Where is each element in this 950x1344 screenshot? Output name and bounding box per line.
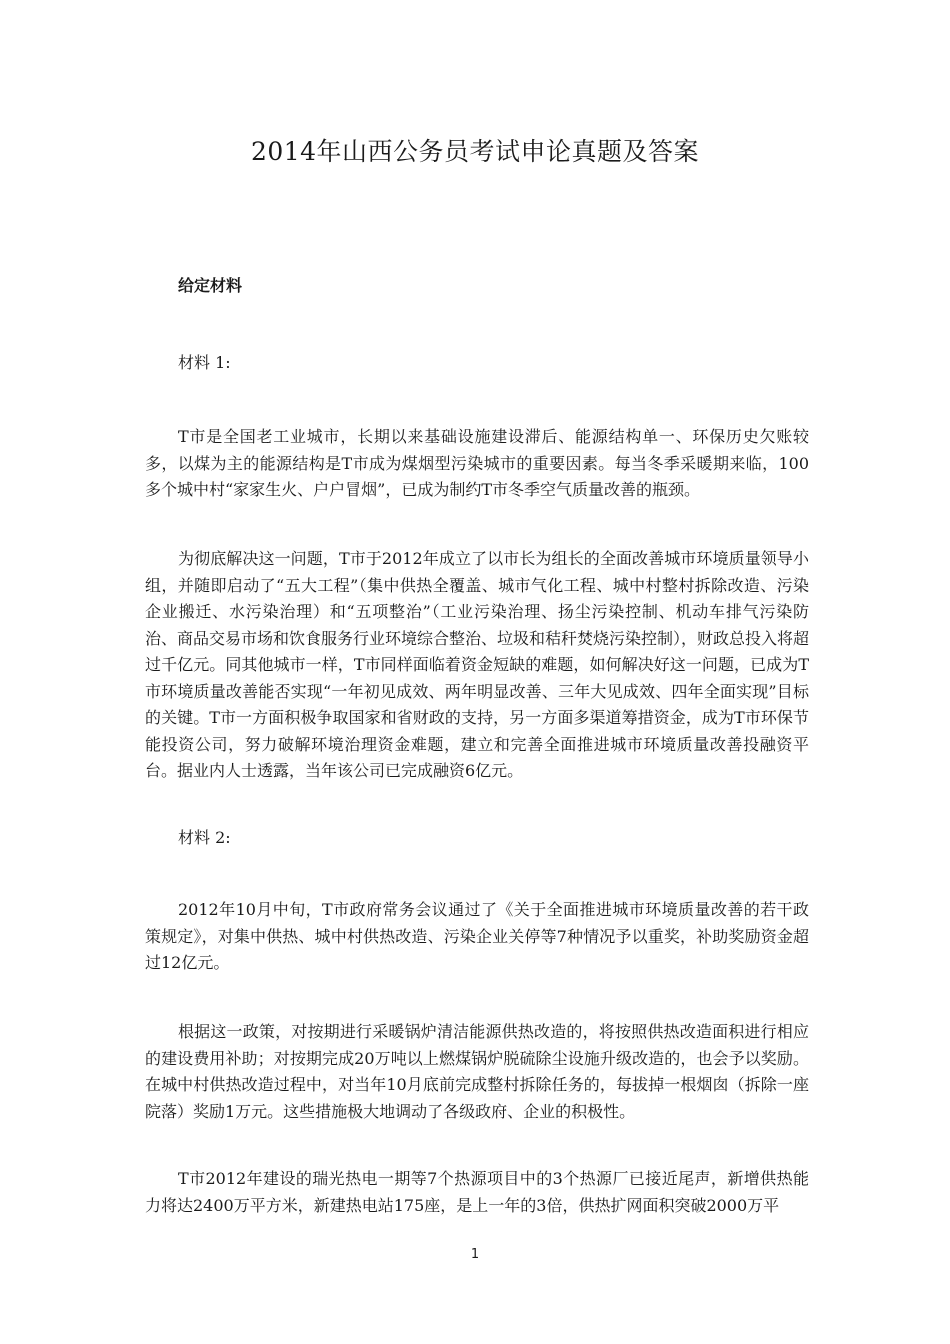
material-2-paragraph-2: 根据这一政策，对按期进行采暖锅炉清洁能源供热改造的，将按照供热改造面积进行相应的建设费用补助；对按期完成20万吨以上燃煤锅炉脱硫除尘设施升级改造的，也会予以奖励。在城中村供热改造过程中，对当年10月底前完成整村拆除任务的，每拔掉一根烟囱（拆除一座院落）奖励1万元。这些措施极大地调动了各级政府、企业的积极性。 (145, 1022, 809, 1121)
material-2-label: 材料 2: (178, 828, 231, 847)
material-1-paragraph-2: 为彻底解决这一问题，T市于2012年成立了以市长为组长的全面改善城市环境质量领导小组，并随即启动了“五大工程”（集中供热全覆盖、城市气化工程、城中村整村拆除改造、污染企业搬迁、水污染治理）和“五项整治”（工业污染治理、扬尘污染控制、机动车排气污染防治、商品交易市场和饮食服务行业环境综合整治、垃圾和秸秆焚烧污染控制），财政总投入将超过千亿元。同其他城市一样，T市同样面临着资金短缺的难题，如何解决好这一问题，已成为T市环境质量改善能否实现“一年初见成效、两年明显改善、三年大见成效、四年全面实现”目标的关键。T市一方面积极争取国家和省财政的支持，另一方面多渠道筹措资金，成为T市环保节能投资公司，努力破解环境治理资金难题，建立和完善全面推进城市环境质量改善投融资平台。据业内人士透露，当年该公司已完成融资6亿元。 (145, 549, 810, 780)
material-2-paragraph-1: 2012年10月中旬，T市政府常务会议通过了《关于全面推进城市环境质量改善的若干政策规定》，对集中供热、城中村供热改造、污染企业关停等7种情况予以重奖，补助奖励资金超过12亿元。 (145, 900, 809, 972)
document-title: 2014年山西公务员考试申论真题及答案 (250, 137, 700, 166)
section-heading: 给定材料 (178, 276, 243, 295)
page-number: 1 (470, 1247, 480, 1262)
material-1-label: 材料 1: (178, 353, 231, 372)
material-2-paragraph-3: T市2012年建设的瑞光热电一期等7个热源项目中的3个热源厂已接近尾声，新增供热能力将达2400万平方米，新建热电站175座，是上一年的3倍，供热扩网面积突破2000万平 (145, 1169, 809, 1215)
material-1-paragraph-1: T市是全国老工业城市，长期以来基础设施建设滞后、能源结构单一、环保历史欠账较多，以煤为主的能源结构是T市成为煤烟型污染城市的重要因素。每当冬季采暖期来临，100多个城中村“家家生火、户户冒烟”，已成为制约T市冬季空气质量改善的瓶颈。 (145, 427, 809, 499)
